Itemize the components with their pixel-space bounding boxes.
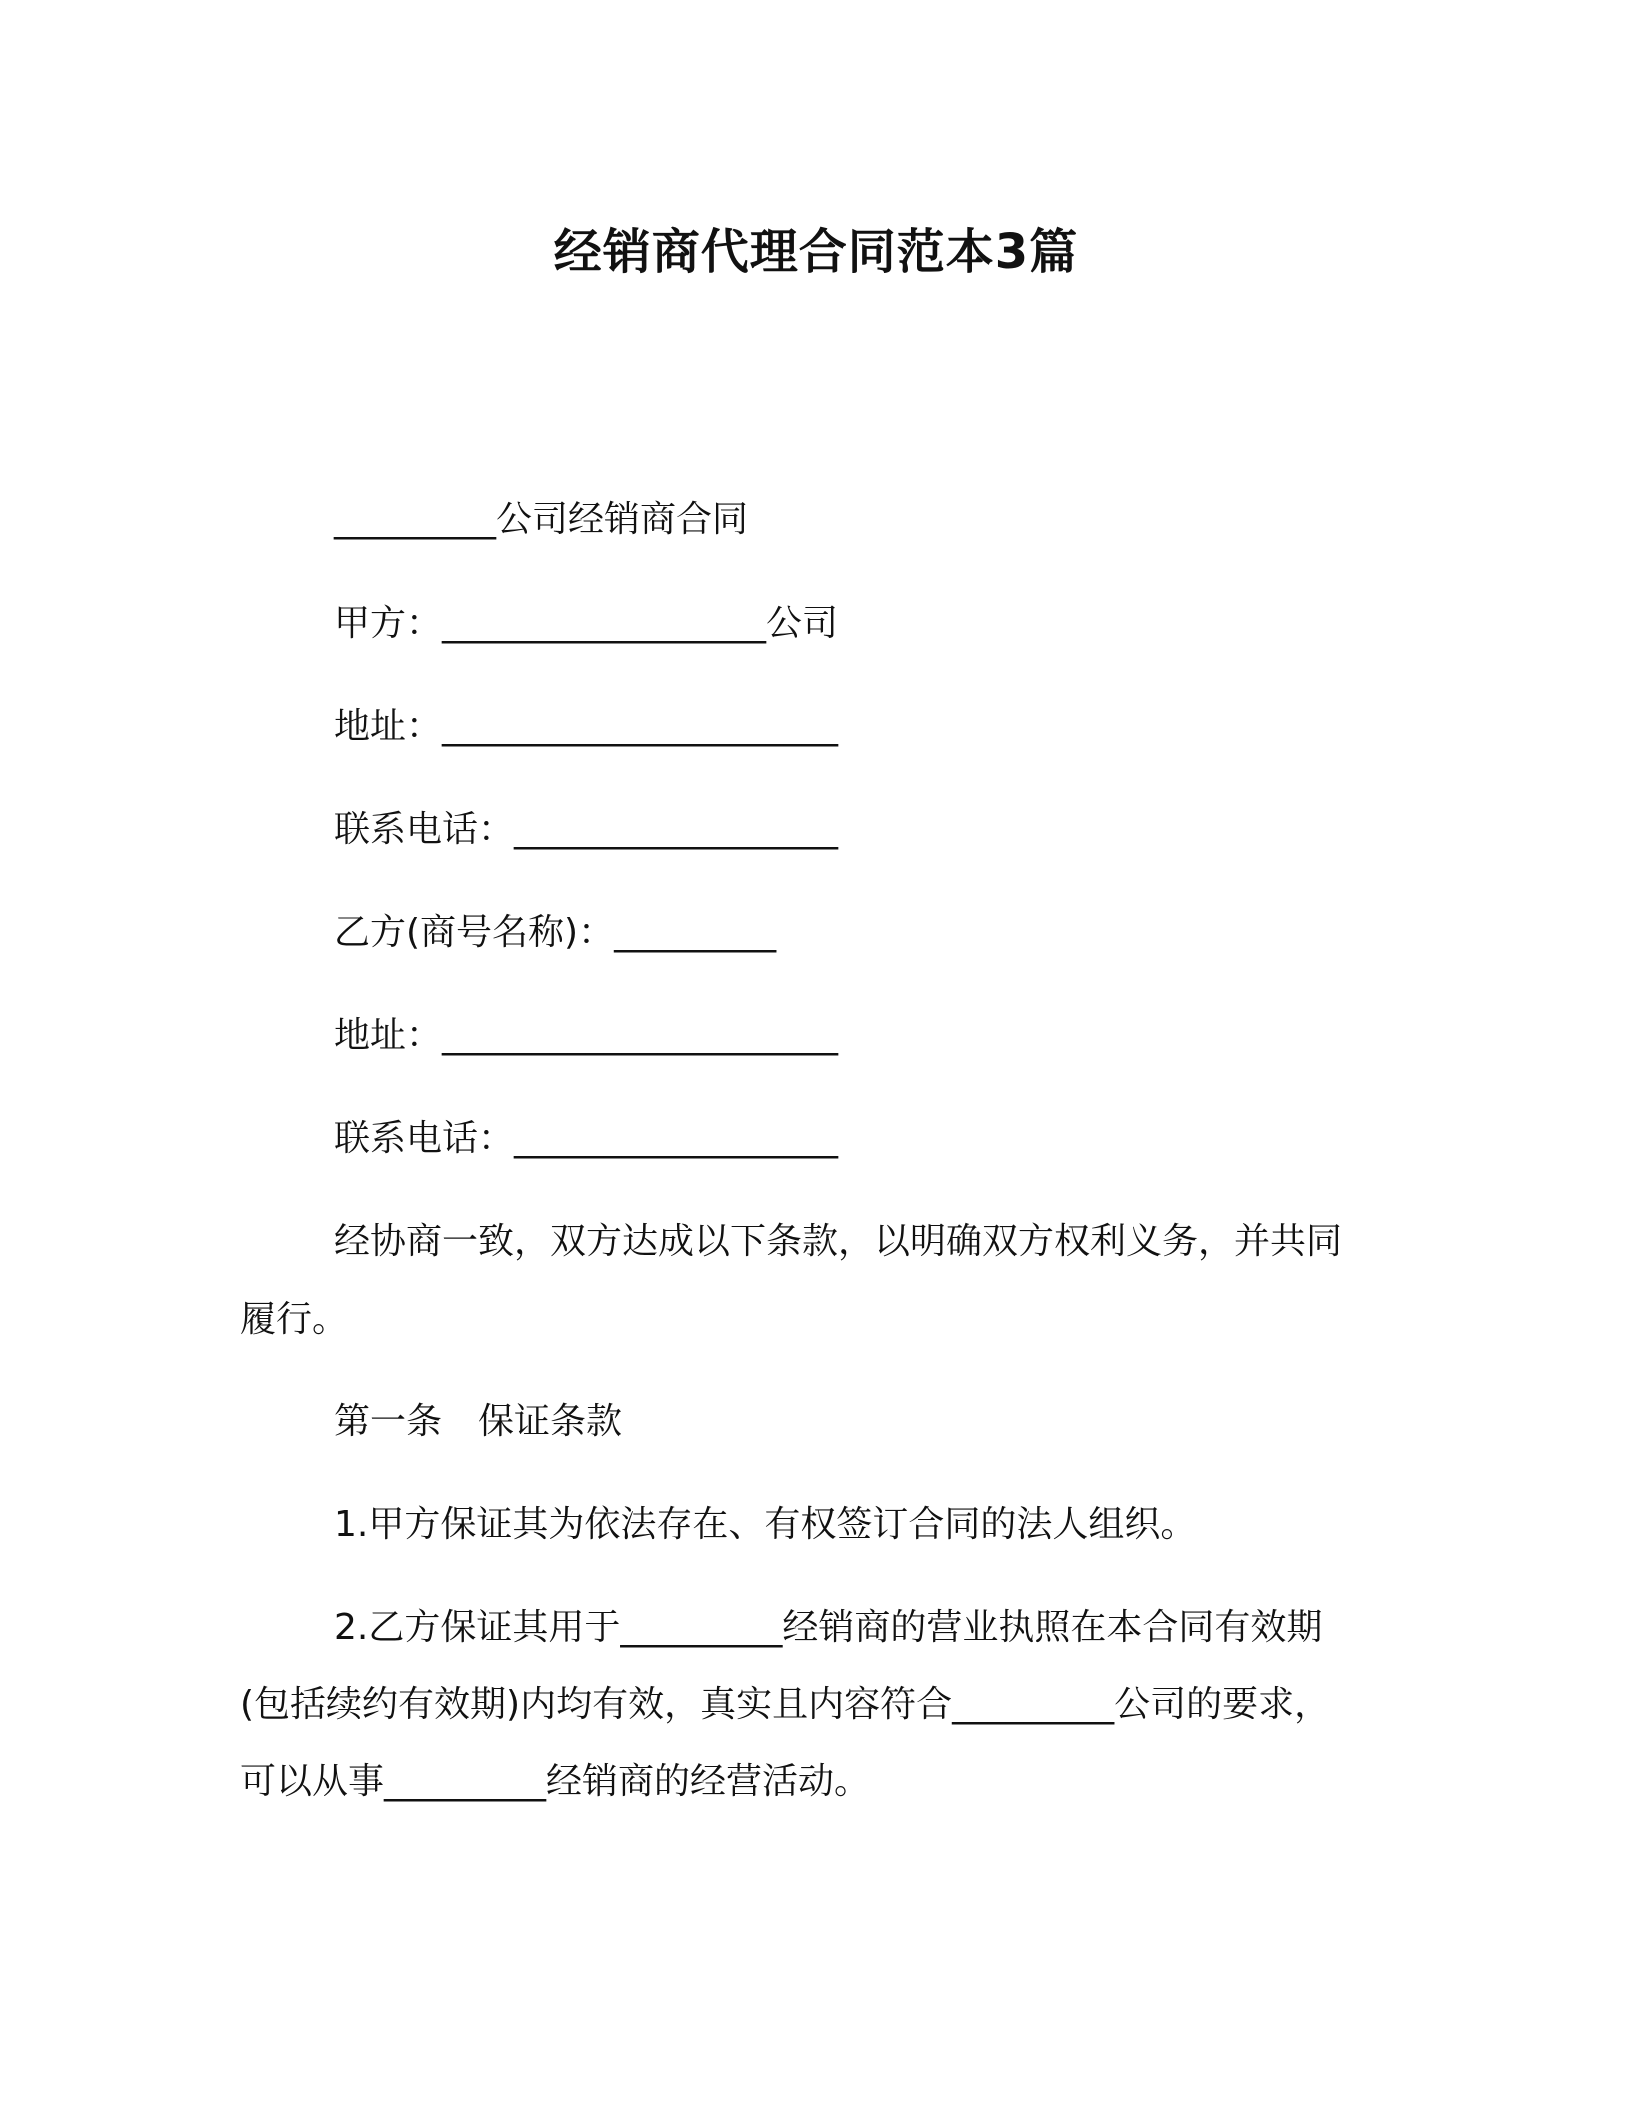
party-b-line: 乙方(商号名称)：_________	[334, 912, 777, 953]
document-title: 经销商代理合同范本3篇	[553, 224, 1079, 280]
clause-2-line-3: 可以从事_________经销商的经营活动。	[240, 1761, 871, 1802]
contract-heading-line: _________公司经销商合同	[334, 499, 749, 540]
party-b-phone-line: 联系电话：__________________	[334, 1118, 839, 1159]
article-one-heading: 第一条 保证条款	[334, 1401, 623, 1442]
clause-2-line-2: (包括续约有效期)内均有效，真实且内容符合_________公司的要求，	[240, 1684, 1331, 1725]
clause-1-line: 1.甲方保证其为依法存在、有权签订合同的法人组织。	[334, 1504, 1197, 1545]
agreement-paragraph-line-2: 履行。	[240, 1299, 349, 1340]
party-a-address-line: 地址：______________________	[334, 706, 839, 747]
party-a-phone-line: 联系电话：__________________	[334, 809, 839, 850]
agreement-paragraph-line-1: 经协商一致，双方达成以下条款，以明确双方权利义务，并共同	[334, 1221, 1343, 1262]
clause-2-line-1: 2.乙方保证其用于_________经销商的营业执照在本合同有效期	[334, 1607, 1323, 1648]
party-a-line: 甲方：__________________公司	[334, 603, 839, 644]
party-b-address-line: 地址：______________________	[334, 1015, 839, 1056]
